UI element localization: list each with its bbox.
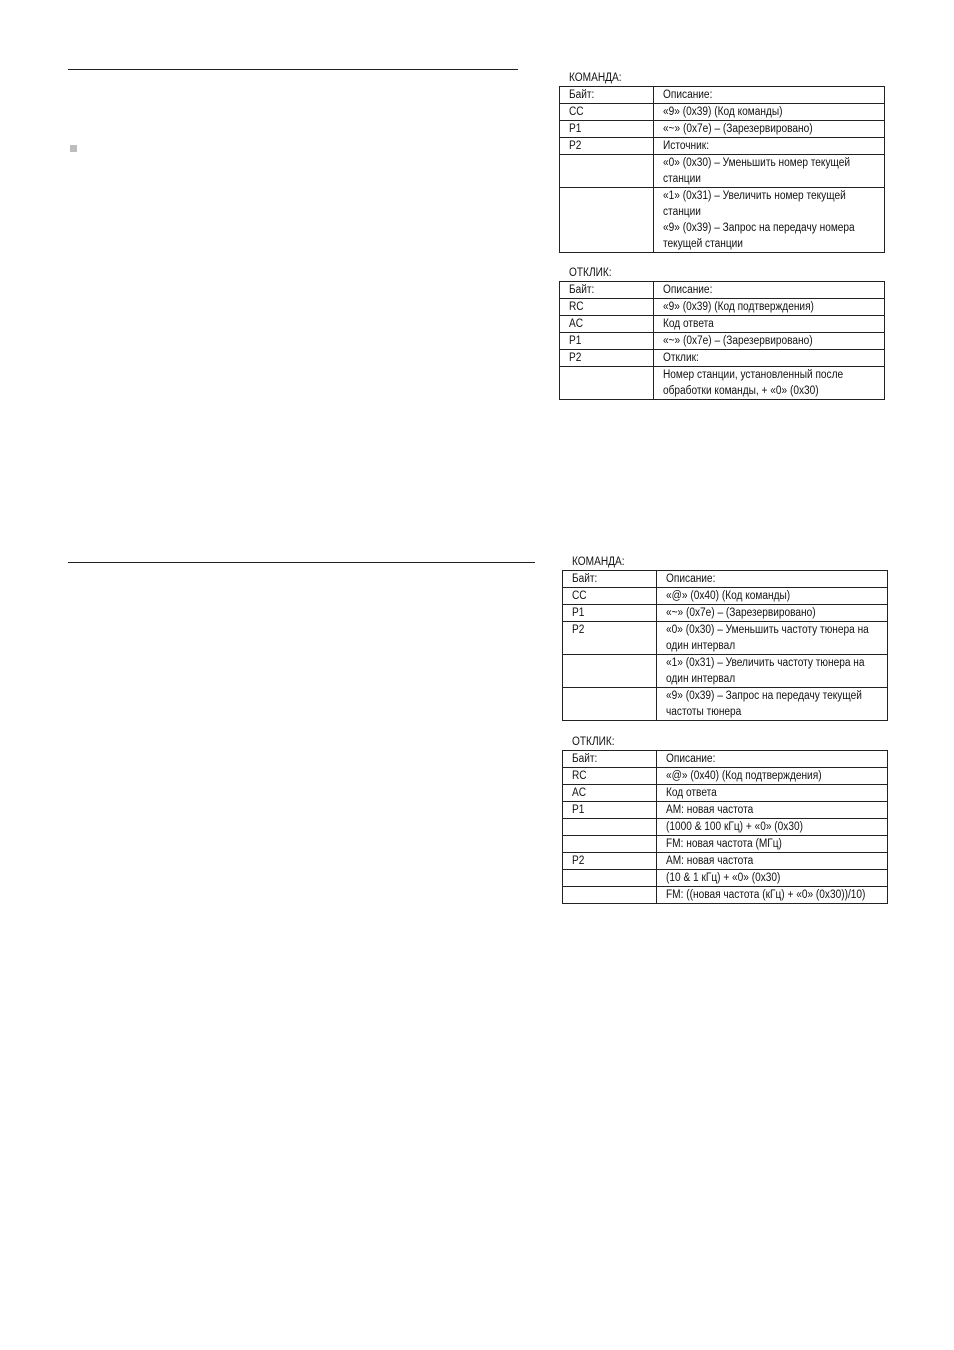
description-cell: «9» (0x39) (Код подтверждения) [654, 299, 885, 316]
table-row [563, 655, 888, 688]
station-response-table [559, 281, 885, 400]
byte-cell [563, 887, 657, 904]
description-cell: «9» (0x39) – Запрос на передачу текущей частоты тюнера [657, 688, 888, 721]
description-cell: «~» (0x7e) – (Зарезервировано) [654, 333, 885, 350]
description-cell: FM: ((новая частота (кГц) + «0» (0x30))/10) [657, 887, 888, 904]
description-cell: Отклик: [654, 350, 885, 367]
byte-cell: P2 [560, 138, 654, 155]
table-row [563, 588, 888, 605]
table-row [560, 282, 885, 299]
table-row [560, 350, 885, 367]
table-row [560, 87, 885, 104]
bullet-marker [70, 145, 77, 152]
table-row [563, 870, 888, 887]
description-cell: (10 & 1 кГц) + «0» (0x30) [657, 870, 888, 887]
byte-cell [563, 655, 657, 688]
table-row [563, 802, 888, 819]
byte-cell [560, 155, 654, 188]
byte-cell: RC [560, 299, 654, 316]
description-cell: «@» (0x40) (Код подтверждения) [657, 768, 888, 785]
station-command-block [559, 71, 885, 253]
description-cell: «0» (0x30) – Уменьшить частоту тюнера на один интервал [657, 622, 888, 655]
byte-cell: P1 [563, 605, 657, 622]
table-row [560, 316, 885, 333]
table-row [563, 571, 888, 588]
description-cell: «1» (0x31) – Увеличить частоту тюнера на один интервал [657, 655, 888, 688]
section-rule-top [68, 69, 518, 70]
table-row [560, 138, 885, 155]
description-cell: «9» (0x39) (Код команды) [654, 104, 885, 121]
table-row [560, 367, 885, 400]
byte-cell [563, 870, 657, 887]
description-cell: AM: новая частота [657, 853, 888, 870]
byte-cell: P2 [563, 622, 657, 655]
response-caption: ОТКЛИК: [572, 736, 615, 748]
table-row [560, 104, 885, 121]
byte-cell: Байт: [563, 751, 657, 768]
section-rule-middle [68, 562, 535, 563]
table-row [560, 121, 885, 138]
byte-cell [560, 367, 654, 400]
byte-cell: CC [563, 588, 657, 605]
byte-cell: Байт: [560, 282, 654, 299]
table-row [563, 768, 888, 785]
description-cell: «0» (0x30) – Уменьшить номер текущей станции [654, 155, 885, 188]
byte-cell: Байт: [563, 571, 657, 588]
frequency-response-table [562, 750, 888, 904]
byte-cell: AC [563, 785, 657, 802]
description-cell: «1» (0x31) – Увеличить номер текущей станции «9» (0x39) – Запрос на передачу номера текущей станции [654, 188, 885, 253]
table-row [560, 155, 885, 188]
station-command-table [559, 86, 885, 253]
table-row [563, 853, 888, 870]
table-row [563, 887, 888, 904]
table-row [560, 333, 885, 350]
frequency-command-block [562, 555, 888, 721]
byte-cell [563, 836, 657, 853]
description-cell: Код ответа [657, 785, 888, 802]
description-cell: (1000 & 100 кГц) + «0» (0x30) [657, 819, 888, 836]
table-row [563, 688, 888, 721]
description-cell: Описание: [654, 282, 885, 299]
station-response-block [559, 266, 885, 400]
table-row [563, 622, 888, 655]
description-cell: Источник: [654, 138, 885, 155]
table-row [560, 299, 885, 316]
byte-cell [560, 188, 654, 253]
table-row [560, 188, 885, 253]
table-row [563, 836, 888, 853]
description-cell: «~» (0x7e) – (Зарезервировано) [654, 121, 885, 138]
table-row [563, 785, 888, 802]
byte-cell: P1 [560, 333, 654, 350]
frequency-response-block [562, 735, 888, 904]
description-cell: Номер станции, установленный после обработки команды, + «0» (0x30) [654, 367, 885, 400]
byte-cell: RC [563, 768, 657, 785]
description-cell: «@» (0x40) (Код команды) [657, 588, 888, 605]
description-cell: «~» (0x7e) – (Зарезервировано) [657, 605, 888, 622]
byte-cell: Байт: [560, 87, 654, 104]
table-row [563, 751, 888, 768]
response-caption: ОТКЛИК: [569, 267, 612, 279]
byte-cell [563, 819, 657, 836]
description-cell: Описание: [654, 87, 885, 104]
frequency-command-table [562, 570, 888, 721]
byte-cell: P2 [560, 350, 654, 367]
description-cell: Описание: [657, 751, 888, 768]
table-row [563, 605, 888, 622]
command-caption: КОМАНДА: [569, 72, 622, 84]
byte-cell: P1 [560, 121, 654, 138]
command-caption: КОМАНДА: [572, 556, 625, 568]
byte-cell [563, 688, 657, 721]
description-cell: FM: новая частота (МГц) [657, 836, 888, 853]
table-row [563, 819, 888, 836]
description-cell: Код ответа [654, 316, 885, 333]
byte-cell: CC [560, 104, 654, 121]
description-cell: Описание: [657, 571, 888, 588]
byte-cell: P2 [563, 853, 657, 870]
byte-cell: AC [560, 316, 654, 333]
byte-cell: P1 [563, 802, 657, 819]
description-cell: AM: новая частота [657, 802, 888, 819]
